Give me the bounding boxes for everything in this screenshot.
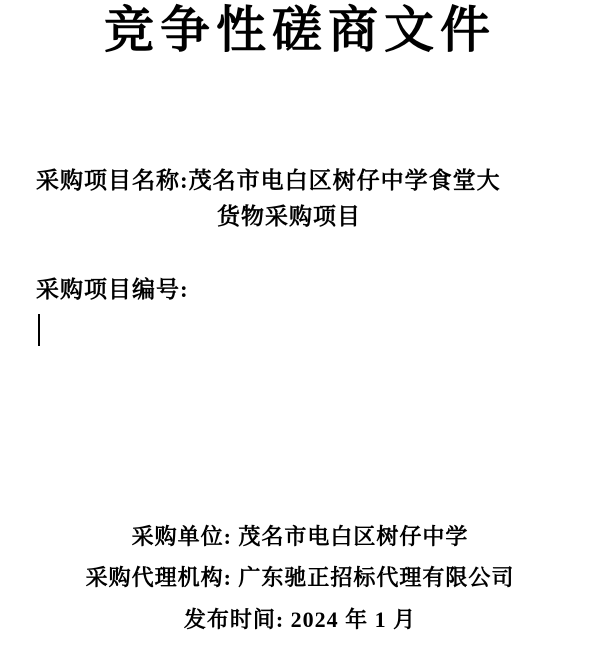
text-caret-row[interactable] — [36, 314, 576, 354]
project-number-block — [36, 272, 576, 354]
document-footer — [0, 516, 600, 641]
purchasing-unit-row — [0, 516, 600, 558]
procurement-agency-row — [0, 557, 600, 599]
procurement-agency-label: 采购代理机构: — [85, 565, 232, 591]
procurement-agency-value: 广东驰正招标代理有限公司 — [238, 565, 515, 591]
project-number-label: 采购项目编号: — [36, 277, 189, 302]
purchasing-unit-label: 采购单位: — [131, 523, 232, 549]
release-date-value: 2024 年 1 月 — [290, 607, 417, 633]
release-date-row — [0, 599, 600, 641]
purchasing-unit-value: 茂名市电白区树仔中学 — [238, 523, 469, 549]
project-name-block — [0, 163, 600, 234]
project-name-value: 茂名市电白区树仔中学食堂大 — [188, 168, 501, 193]
project-name-value-continued: 货物采购项目 — [217, 203, 361, 229]
project-name-label: 采购项目名称: — [36, 168, 189, 193]
project-number-row — [36, 272, 576, 308]
page-title: 竞争性磋商文件 — [104, 0, 496, 59]
project-name-row — [0, 163, 600, 199]
text-caret — [38, 314, 40, 346]
release-date-label: 发布时间: — [183, 607, 285, 633]
